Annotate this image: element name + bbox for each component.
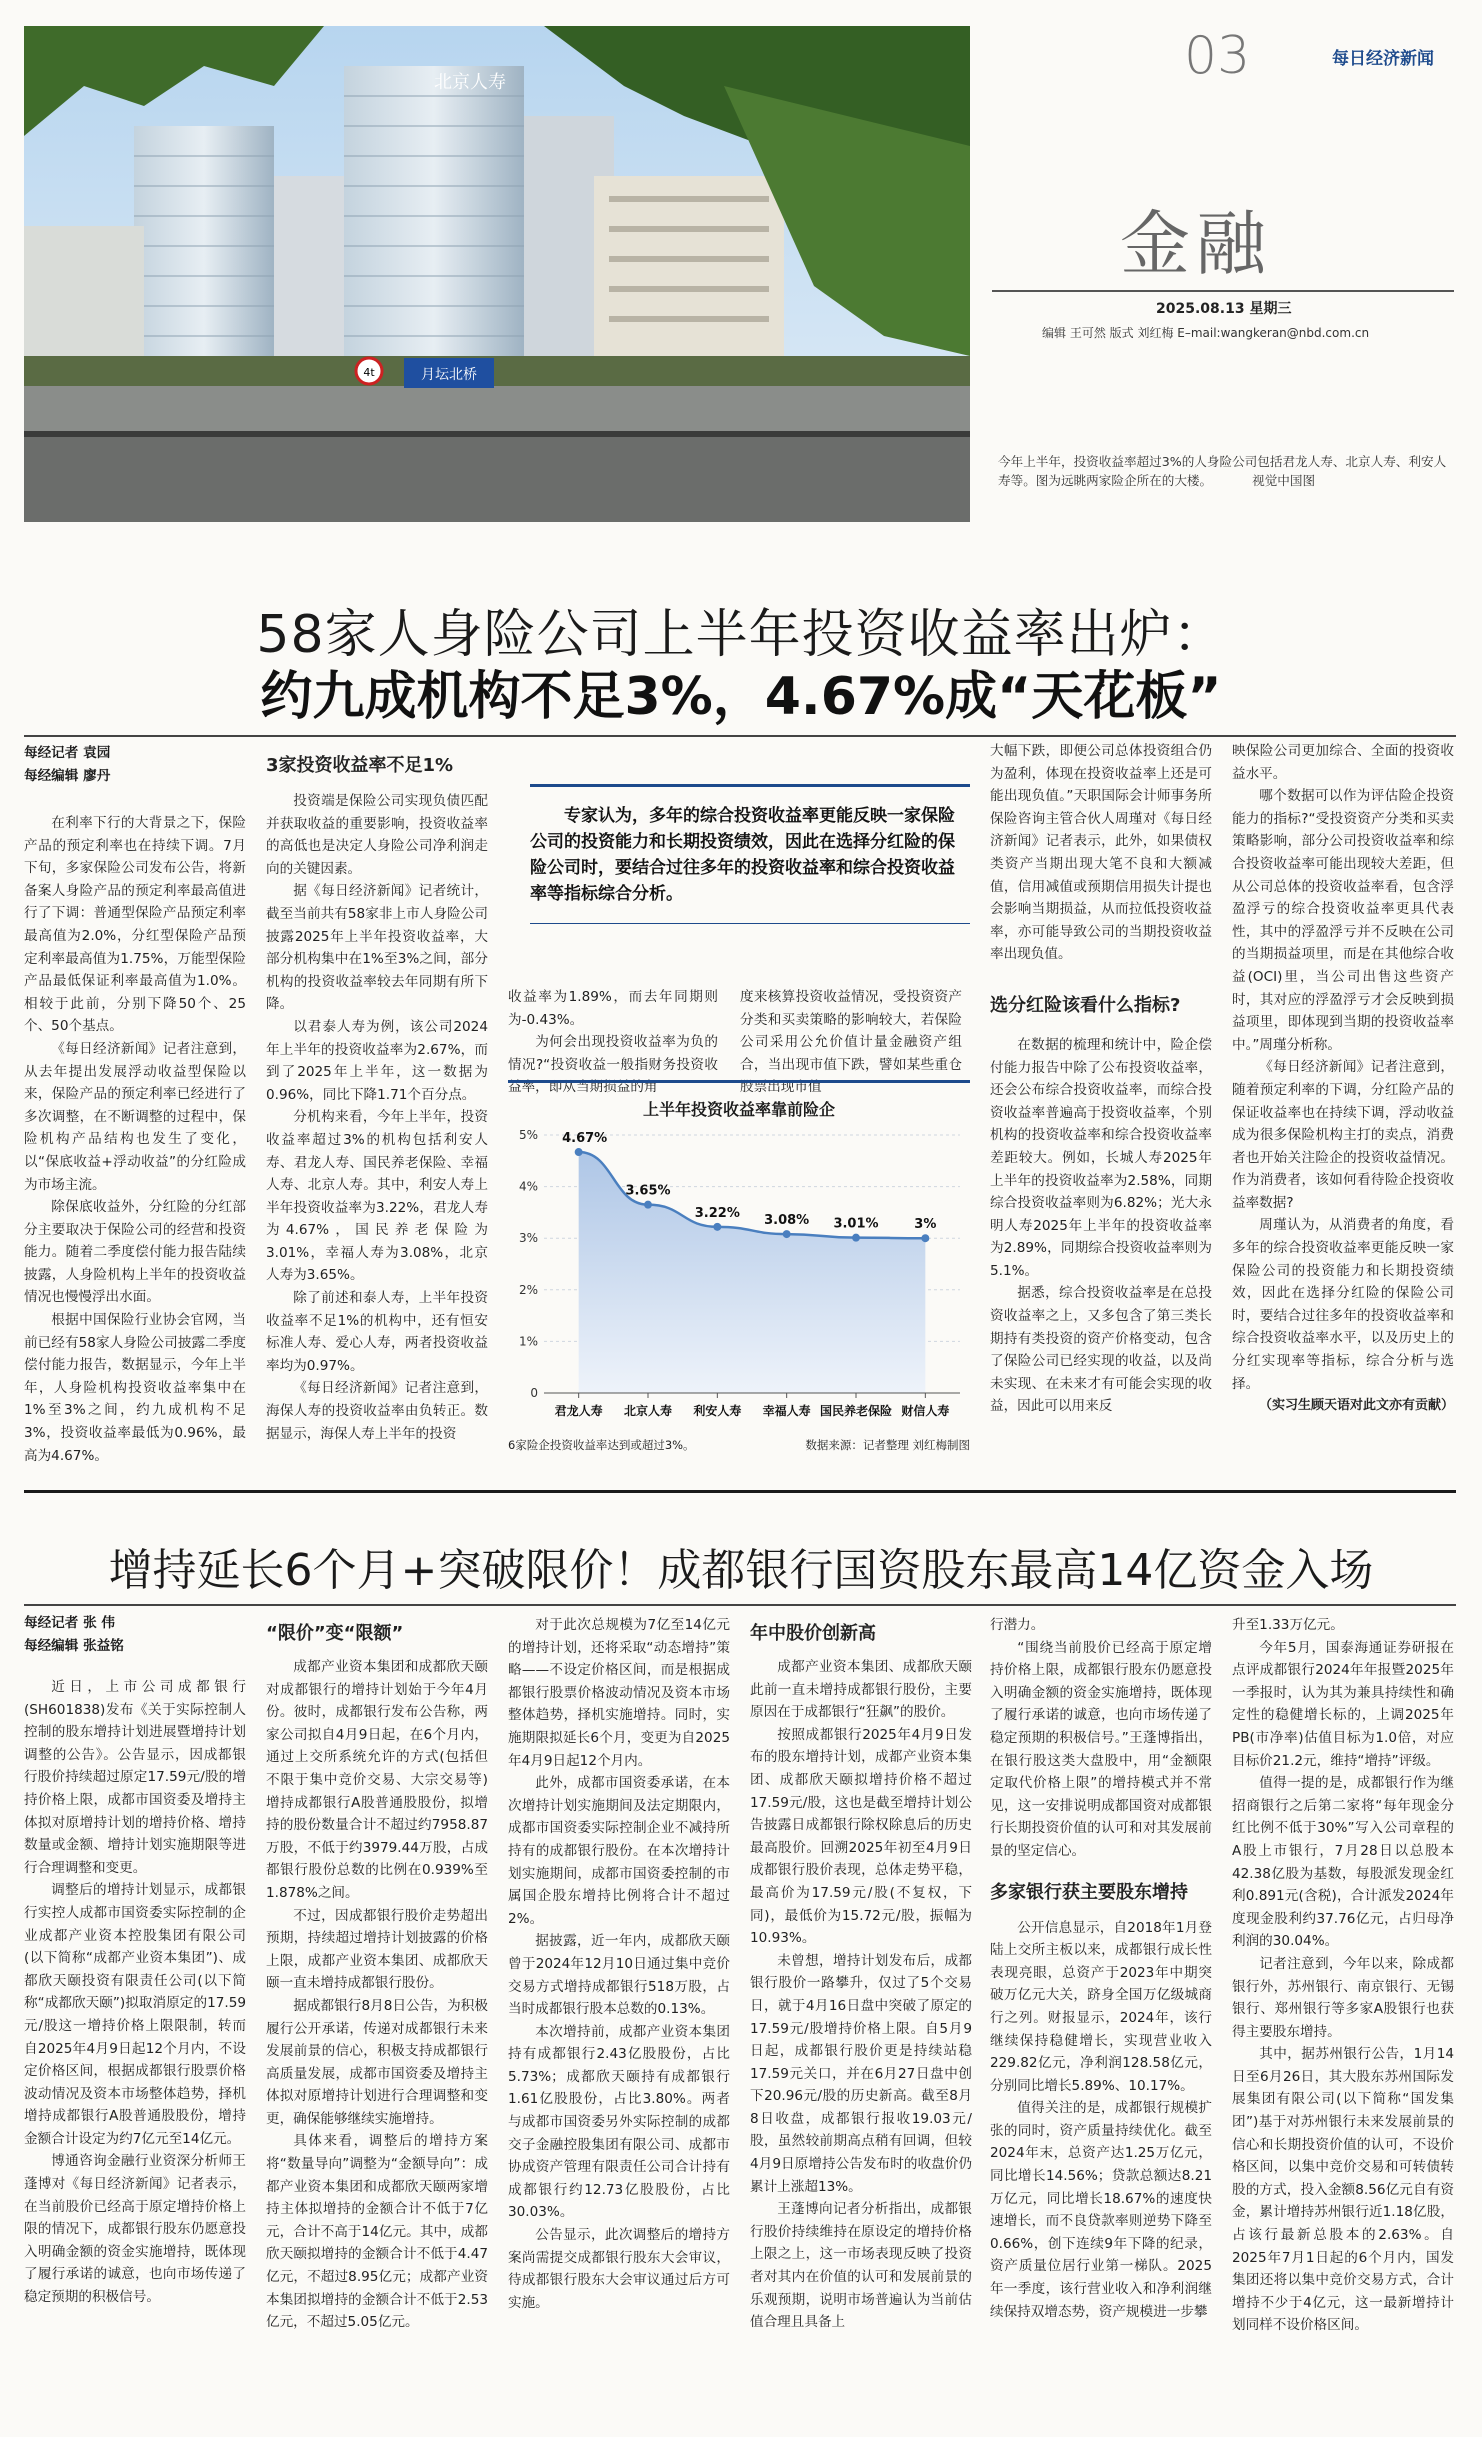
y-tick-label: 3% bbox=[518, 1231, 538, 1246]
building-sign: 北京人寿 bbox=[434, 72, 506, 93]
paragraph: 据《每日经济新闻》记者统计，截至当前共有58家非上市人身险公司披露2025年上半年投资收益率，大部分机构集中在1%至3%之间，部分机构的投资收益率较去年同期有所下降。 bbox=[266, 883, 488, 1013]
paragraph: 《每日经济新闻》记者注意到，随着预定利率的下调，分红险产品的保证收益率也在持续下调，浮动收益成为很多保险机构主打的卖点，消费者也开始关注险企的投资收益情况。作为消费者，该如何看待险企投资收益率数据? bbox=[1232, 1059, 1454, 1211]
a1-subhead-indicators: 选分红险该看什么指标? bbox=[990, 994, 1181, 1016]
a2-editor: 每经编辑 张益铭 bbox=[24, 1638, 124, 1654]
paragraph: 根据中国保险行业协会官网，当前已经有58家人身险公司披露二季度偿付能力报告，数据显示，今年上半年，人身险机构投资收益率集中在1%至3%之间，约九成机构不足3%，投资收益率最低为0.96%，最高为4.67%。 bbox=[24, 1312, 246, 1464]
chart-title: 上半年投资收益率靠前险企 bbox=[642, 1100, 835, 1119]
chart-source: 数据来源：记者整理 刘红梅制图 bbox=[805, 1438, 970, 1452]
paragraph: 据悉，综合投资收益率是在总投资收益率之上，又多包含了第三类长期持有类投资的资产价格变动，包含了保险公司已经实现的收益，以及尚未实现、在未来才有可能会实现的收益，因此可以用来反 bbox=[990, 1285, 1212, 1415]
x-tick-label: 国民养老保险 bbox=[819, 1404, 893, 1418]
data-label: 4.67% bbox=[562, 1131, 608, 1147]
a2-headline: 增持延长6个月+突破限价！成都银行国资股东最高14亿资金入场 bbox=[108, 1545, 1374, 1596]
paragraph: 哪个数据可以作为评估险企投资能力的指标?“受投资资产分类和买卖策略影响，部分公司投资收益率和综合投资收益率可能出现较大差距，但从公司总体的投资收益率看，包含浮盈浮亏的综合投资收益率更具代表性，其中的浮盈浮亏并不反映在公司的当期损益项里，而是在其他综合收益(OCI)里，当公司出售这些资产时，其对应的浮盈浮亏才会反映到损益项里，即体现到当期的投资收益率中。”周瑾分析称。 bbox=[1232, 788, 1454, 1053]
paragraph: “围绕当前股价已经高于原定增持价格上限，成都银行股东仍愿意投入明确金额的资金实施增持，既体现了履行承诺的诚意，也向市场传递了稳定预期的积极信号。”王蓬博指出，在银行股这类大盘股中，用“金额限定取代价格上限”的增持模式并不常见，这一安排说明成都国资对成都银行长期投资价值的认可和对其发展前景的坚定信心。 bbox=[990, 1639, 1212, 1859]
photo-caption bbox=[998, 452, 1448, 490]
a1-col1 bbox=[24, 812, 246, 1467]
y-tick-label: 1% bbox=[518, 1334, 538, 1349]
a2-col4 bbox=[750, 1620, 972, 2334]
a1-pullquote: 专家认为，多年的综合投资收益率更能反映一家保险公司的投资能力和长期投资绩效，因此在选择分红险的保险公司时，要结合过往多年的投资收益率和综合投资收益率等指标综合分析。 bbox=[530, 806, 955, 904]
paragraph: 除了前述和泰人寿，上半年投资收益率不足1%的机构中，还有恒安标准人寿、爱心人寿，两者投资收益率均为0.97%。 bbox=[266, 1290, 488, 1374]
photo-credit: 视觉中国图 bbox=[1252, 473, 1316, 488]
a1-headline-rule bbox=[24, 735, 1456, 737]
a2-subhead-cap: “限价”变“限额” bbox=[266, 1623, 404, 1644]
issue-date: 2025.08.13 星期三 bbox=[1156, 301, 1292, 317]
masthead-rule bbox=[992, 290, 1454, 292]
data-label: 3% bbox=[914, 1217, 937, 1233]
article-separator bbox=[24, 1490, 1456, 1493]
x-tick-label: 利安人寿 bbox=[693, 1404, 742, 1418]
paragraph: 未曾想，增持计划发布后，成都银行股价一路攀升，仅过了5个交易日，就于4月16日盘中突破了原定的17.59元/股增持价格上限。自5月9日起，成都银行股价更是持续站稳17.59元关口，并在6月27日盘中创下20.96元/股的历史新高。截至8月8日收盘，成都银行报收19.03元/股，虽然较前期高点稍有回调，但较4月9日原增持公告发布时的收盘价仍累计上涨超13%。 bbox=[750, 1952, 972, 2195]
building-photo-illustration bbox=[24, 26, 970, 522]
paragraph: 值得一提的是，成都银行作为继招商银行之后第二家将“每年现金分红比例不低于30%”写入公司章程的A股上市银行，7月28日以总股本42.38亿股为基数，每股派发现金红利0.891元(含税)，合计派发2024年度现金股利约37.76亿元，占归母净利润的30.04%。 bbox=[1232, 1775, 1454, 1950]
paragraph: 分机构来看，今年上半年，投资收益率超过3%的机构包括利安人寿、君龙人寿、国民养老保险、幸福人寿、北京人寿。其中，利安人寿上半年投资收益率为3.22%，君龙人寿为4.67%，国民养老保险为3.01%，幸福人寿为3.08%，北京人寿为3.65%。 bbox=[266, 1109, 488, 1284]
height-limit-sign: 4t bbox=[363, 366, 375, 379]
data-label: 3.01% bbox=[833, 1216, 879, 1232]
paragraph: 以君泰人寿为例，该公司2024年上半年的投资收益率为2.67%，而到了2025年上半年，这一数据为0.96%，同比下降1.71个百分点。 bbox=[266, 1018, 488, 1103]
a1-col6 bbox=[1232, 740, 1454, 1418]
data-point bbox=[644, 1201, 652, 1209]
paragraph: 今年5月，国泰海通证券研报在点评成都银行2024年年报暨2025年一季报时，认为其为兼具持续性和确定性的稳健增长标的，上调2025年PB(市净率)估值目标为1.0倍，对应目标价21.2元，维持“增持”评级。 bbox=[1232, 1639, 1454, 1769]
paragraph: 为何会出现投资收益率为负的情况?“投资收益一般指财务投资收益率，即从当期损益的角 bbox=[508, 1034, 718, 1096]
x-tick-label: 幸福人寿 bbox=[762, 1404, 811, 1418]
paragraph: 行潜力。 bbox=[990, 1617, 1045, 1633]
data-label: 3.22% bbox=[694, 1205, 740, 1221]
a2-col1 bbox=[24, 1676, 246, 2309]
chart-plot bbox=[508, 1123, 970, 1453]
paragraph: 成都产业资本集团、成都欣天颐此前一直未增持成都银行股份，主要原因在于成都银行“狂飙”的股价。 bbox=[750, 1659, 972, 1721]
y-tick-label: 5% bbox=[518, 1128, 538, 1142]
paragraph: 值得关注的是，成都银行规模扩张的同时，资产质量持续优化。截至2024年末，总资产达1.25万亿元，同比增长14.56%；贷款总额达8.21万亿元，同比增长18.67%的速度快速增长，而不良贷款率则逆势下降至0.66%，创下连续9年下降的纪录，资产质量位居行业第一梯队。2025年一季度，该行营业收入和净利润继续保持双增态势，资产规模进一步攀 bbox=[990, 2100, 1212, 2320]
paragraph: 《每日经济新闻》记者注意到，从去年提出发展浮动收益型保险以来，保险产品的预定利率已经进行了多次调整，在不断调整的过程中，保险机构产品结构也发生了变化，以“保底收益+浮动收益”的分红险成为市场主流。 bbox=[24, 1040, 246, 1193]
data-point bbox=[921, 1234, 929, 1242]
a2-subhead-highs: 年中股价创新高 bbox=[750, 1623, 876, 1644]
lead-photo bbox=[24, 26, 970, 522]
a1-pullquote-box bbox=[530, 784, 970, 924]
a1-col2 bbox=[266, 752, 488, 1445]
a2-reporter: 每经记者 张 伟 bbox=[24, 1615, 116, 1631]
paragraph: 除保底收益外，分红险的分红部分主要取决于保险公司的经营和投资能力。随着二季度偿付能力报告陆续披露，人身险机构上半年的投资收益情况也慢慢浮出水面。 bbox=[24, 1199, 246, 1306]
editor-credits: 编辑 王可然 版式 刘红梅 E–mail:wangkeran@nbd.com.cn bbox=[1042, 326, 1370, 340]
data-point bbox=[783, 1230, 791, 1238]
a1-headline-line1: 58家人身险公司上半年投资收益率出炉： bbox=[256, 605, 1226, 665]
data-label: 3.08% bbox=[764, 1213, 810, 1229]
paragraph: 据披露，近一年内，成都欣天颐曾于2024年12月10日通过集中竞价交易方式增持成都银行518万股，占当时成都银行股本总数的0.13%。 bbox=[508, 1933, 730, 2018]
paragraph: 具体来看，调整后的增持方案将“数量导向”调整为“金额导向”：成都产业资本集团和成都欣天颐两家增持主体拟增持的金额合计不低于7亿元，合计不高于14亿元。其中，成都欣天颐拟增持的金额合计不低于4.47亿元，不超过8.95亿元；成都产业资本集团拟增持的金额合计不低于2.53亿元，不超过5.05亿元。 bbox=[266, 2133, 488, 2331]
a1-col5 bbox=[990, 740, 1212, 1418]
paragraph: 博通咨询金融行业资深分析师王蓬博对《每日经济新闻》记者表示，在当前股价已经高于原定增持价格上限的情况下，成都银行股东仍愿意投入明确金额的资金实施增持，既体现了履行承诺的诚意，也向市场传递了稳定预期的积极信号。 bbox=[24, 2153, 246, 2306]
a1-editor: 每经编辑 廖丹 bbox=[24, 768, 111, 784]
paragraph: 按照成都银行2025年4月9日发布的股东增持计划，成都产业资本集团、成都欣天颐拟增持价格不超过17.59元/股，这也是截至增持计划公告披露日成都银行除权除息后的历史最高股价。回溯2025年初至4月9日成都银行股价表现，总体走势平稳，最高价为17.59元/股(不复权，下同)，最低价为15.72元/股，振幅为10.93%。 bbox=[750, 1726, 972, 1947]
paragraph: 度来核算投资收益情况，受投资资产分类和买卖策略的影响较大，若保险公司采用公允价值计量金融资产组合，当出现市值下跌，譬如某些重仓股票出现市值 bbox=[740, 989, 962, 1096]
paragraph: 收益率为1.89%，而去年同期则为-0.43%。 bbox=[508, 989, 718, 1028]
data-point bbox=[575, 1148, 583, 1156]
a1-reporter: 每经记者 袁园 bbox=[24, 745, 111, 761]
paragraph: 成都产业资本集团和成都欣天颐对成都银行的增持计划始于今年4月份。彼时，成都银行发布公告称，两家公司拟自4月9日起，在6个月内，通过上交所系统允许的方式(包括但不限于集中竞价交易、大宗交易等)增持成都银行A股普通股股份，拟增持的股份数量合计不超过约7958.87万股，不低于约3979.44万股，占成都银行股份总数的比例在0.939%至1.878%之间。 bbox=[266, 1659, 488, 1901]
paper-name: 每日经济新闻 bbox=[1332, 49, 1434, 69]
paragraph: 公开信息显示，自2018年1月登陆上交所主板以来，成都银行成长性表现亮眼，总资产于2023年中期突破万亿元大关，跻身全国万亿级城商行之列。财报显示，2024年，该行继续保持稳健增长，实现营业收入229.82亿元，净利润128.58亿元，分别同比增长5.89%、10.17%。 bbox=[990, 1919, 1212, 2094]
paragraph: 在利率下行的大背景之下，保险产品的预定利率也在持续下调。7月下旬，多家保险公司发布公告，将新备案人身险产品的预定利率最高值进行了下调：普通型保险产品预定利率最高值为2.0%，分红型保险产品预定利率最高值为1.75%，万能型保险产品最低保证利率最高值为1.0%。相较于此前，分别下降50个、25个、50个基点。 bbox=[24, 815, 246, 1035]
a2-byline bbox=[24, 1612, 254, 1658]
a2-headline-rule bbox=[24, 1604, 1456, 1606]
paragraph: 本次增持前，成都产业资本集团持有成都银行2.43亿股股份，占比5.73%；成都欣天颐持有成都银行1.61亿股股份，占比3.80%。两者与成都市国资委另外实际控制的成都交子金融控股集团有限公司、成都市协成资产管理有限责任公司合计持有成都银行约12.73亿股股份，占比30.03%。 bbox=[508, 2023, 730, 2221]
page-number: 03 bbox=[1184, 26, 1251, 86]
a1-contributor-note: （实习生顾天语对此文亦有贡献） bbox=[1258, 1398, 1454, 1414]
a2-col5 bbox=[990, 1614, 1212, 2323]
paragraph: 不过，因成都银行股价走势超出预期，持续超过增持计划披露的价格上限，成都产业资本集团、成都欣天颐一直未增持成都银行股份。 bbox=[266, 1907, 488, 1992]
a1-headline-line2: 约九成机构不足3%，4.67%成“天花板” bbox=[260, 667, 1222, 727]
paragraph: 对于此次总规模为7亿至14亿元的增持计划，还将采取“动态增持”策略——不设定价格区间，而是根据成都银行股票价格波动情况及资本市场整体趋势，择机实施增持。同时，实施期限拟延长6个月，变更为自2025年4月9日起12个月内。 bbox=[508, 1617, 730, 1769]
section-title: 金融 bbox=[1120, 203, 1272, 285]
chart-footnote: 6家险企投资收益率达到或超过3%。 bbox=[508, 1438, 695, 1452]
x-tick-label: 北京人寿 bbox=[623, 1404, 673, 1418]
paragraph: 其中，据苏州银行公告，1月14日至6月26日，其大股东苏州国际发展集团有限公司(以下简称“国发集团”)基于对苏州银行未来发展前景的信心和长期投资价值的认可，不设价格区间，以集中竞价交易和可转债转股的方式，投入金额8.56亿元自有资金，累计增持苏州银行近1.18亿股，占该行最新总股本的2.63%。自2025年7月1日起的6个月内，国发集团还将以集中竞价交易方式，合计增持不少于4亿元，这一最新增持计划同样不设价格区间。 bbox=[1232, 2046, 1454, 2334]
paragraph: 调整后的增持计划显示，成都银行实控人成都市国资委实际控制的企业成都产业资本控股集团有限公司(以下简称“成都产业资本集团”)、成都欣天颐投资有限责任公司(以下简称“成都欣天颐”)拟取消原定的17.59元/股这一增持价格上限限制，转而自2025年4月9日起12个月内，不设定价格区间，根据成都银行股票价格波动情况及资本市场整体趋势，择机增持成都银行A股普通股股份，增持金额合计设定为约7亿元至14亿元。 bbox=[24, 1882, 246, 2147]
paragraph: 此外，成都市国资委承诺，在本次增持计划实施期间及法定期限内，成都市国资委实际控制企业不减持所持有的成都银行股份。在本次增持计划实施期间，成都市国资委控制的市属国企股东增持比例将合计不超过2%。 bbox=[508, 1775, 730, 1927]
a1-byline bbox=[24, 742, 254, 788]
paragraph: 近日，上市公司成都银行(SH601838)发布《关于实际控制人控制的股东增持计划进展暨增持计划调整的公告》。公告显示，因成都银行股价持续超过原定17.59元/股的增持价格上限，成都市国资委及增持主体拟对原增持计划的增持价格、增持数量或金额、增持计划实施期限等进行合理调整和变更。 bbox=[24, 1679, 246, 1876]
paragraph: 据成都银行8月8日公告，为积极履行公开承诺，传递对成都银行未来发展前景的信心，积极支持成都银行高质量发展，成都市国资委及增持主体拟对原增持计划进行合理调整和变更，确保能够继续实施增持。 bbox=[266, 1997, 488, 2127]
data-label: 3.65% bbox=[625, 1183, 671, 1199]
a2-subhead-banks: 多家银行获主要股东增持 bbox=[990, 1881, 1188, 1903]
data-point bbox=[852, 1234, 860, 1242]
a1-subhead-low-yield: 3家投资收益率不足1% bbox=[266, 755, 454, 776]
data-point bbox=[713, 1223, 721, 1231]
paragraph: 投资端是保险公司实现负债匹配并获取收益的重要影响，投资收益率的高低也是决定人身险公司净利润走向的关键因素。 bbox=[266, 793, 488, 877]
paragraph: 大幅下跌，即便公司总体投资组合仍为盈利，体现在投资收益率上还是可能出现负值。”天职国际会计师事务所保险咨询主管合伙人周瑾对《每日经济新闻》记者表示，此外，如果债权类资产当期出现大笔不良和大额减值，信用减值或预期信用损失计提也会影响当期损益，从而拉低投资收益率，亦可能导致公司的当期投资收益率出现负值。 bbox=[990, 743, 1212, 963]
y-tick-label: 2% bbox=[518, 1282, 538, 1297]
a2-col6 bbox=[1232, 1614, 1454, 2337]
x-tick-label: 财信人寿 bbox=[901, 1404, 950, 1418]
y-tick-label: 0 bbox=[530, 1386, 538, 1400]
y-tick-label: 4% bbox=[518, 1179, 538, 1194]
caption-text: 今年上半年，投资收益率超过3%的人身险公司包括君龙人寿、北京人寿、利安人寿等。图为远眺两家险企所在的大楼。 bbox=[998, 454, 1447, 488]
paragraph: 映保险公司更加综合、全面的投资收益水平。 bbox=[1232, 743, 1454, 782]
paragraph: 周瑾认为，从消费者的角度，看多年的综合投资收益率更能反映一家保险公司的投资能力和长期投资绩效，因此在选择分红险的保险公司时，要结合过往多年的投资收益率和综合投资收益率水平，以及历史上的分红实现率等指标，综合分析与选择。 bbox=[1232, 1217, 1454, 1392]
paragraph: 记者注意到，今年以来，除成都银行外，苏州银行、南京银行、无锡银行、郑州银行等多家A股银行也获得主要股东增持。 bbox=[1232, 1955, 1454, 2040]
x-tick-label: 君龙人寿 bbox=[554, 1404, 603, 1418]
a2-col2 bbox=[266, 1620, 488, 2334]
paragraph: 升至1.33万亿元。 bbox=[1232, 1617, 1344, 1633]
paragraph: 在数据的梳理和统计中，险企偿付能力报告中除了公布投资收益率，还会公布综合投资收益率，而综合投资收益率普遍高于投资收益率，个别机构的投资收益率和综合投资收益率差距较大。例如，长城人寿2025年上半年的投资收益率为2.58%，同期综合投资收益率则为6.82%；光大永明人寿2025年上半年的投资收益率为2.89%，同期综合投资收益率则为5.1%。 bbox=[990, 1036, 1212, 1279]
paragraph: 王蓬博向记者分析指出，成都银行股价持续维持在原设定的增持价格上限之上，这一市场表现反映了投资者对其内在价值的认可和发展前景的乐观预期，说明市场普遍认为当前估值合理且具备上 bbox=[750, 2201, 972, 2331]
road-sign-text: 月坛北桥 bbox=[421, 367, 477, 383]
a2-col3 bbox=[508, 1614, 730, 2314]
yield-chart bbox=[508, 1080, 970, 1460]
paragraph: 公告显示，此次调整后的增持方案尚需提交成都银行股东大会审议，待成都银行股东大会审议通过后方可实施。 bbox=[508, 2227, 730, 2311]
paragraph: 《每日经济新闻》记者注意到，海保人寿的投资收益率由负转正。数据显示，海保人寿上半年的投资 bbox=[266, 1380, 488, 1442]
